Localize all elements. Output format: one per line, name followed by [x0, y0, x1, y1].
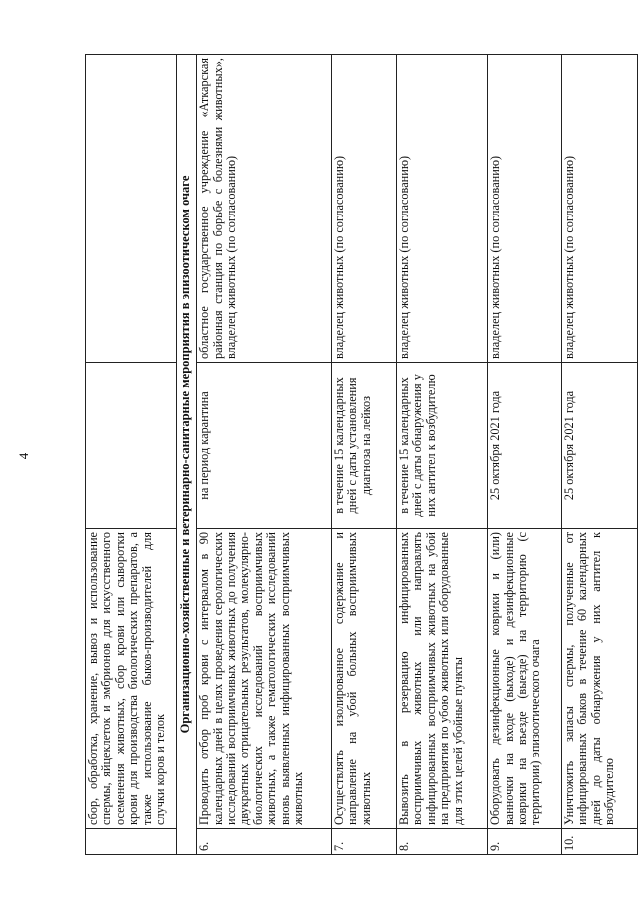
table-row — [197, 55, 332, 855]
row-number: 10. — [561, 829, 637, 855]
rotated-table-container — [85, 55, 638, 855]
row-action: Уничтожить запасы спермы, полученные от инфицированных быков в течение 60 календарных дней до даты обнаружения у них антител к возбудителю — [561, 529, 637, 829]
row-term — [86, 363, 177, 529]
table-row — [396, 55, 487, 855]
row-term: в течение 15 календарных дней с даты установления диагноза на лейкоз — [331, 363, 396, 529]
page-number: 4 — [16, 452, 31, 460]
section-header-row — [177, 55, 197, 855]
row-responsible: областное государственное учреждение «Аткарская районная станция по борьбе с болезнями животных», владелец животных (по согласованию) — [197, 55, 332, 363]
row-number — [86, 829, 177, 855]
row-number: 7. — [331, 829, 396, 855]
measures-table — [85, 54, 638, 855]
row-responsible: владелец животных (по согласованию) — [488, 55, 562, 363]
table-row — [561, 55, 637, 855]
row-term: 25 октября 2021 года — [488, 363, 562, 529]
table-row — [488, 55, 562, 855]
row-responsible: владелец животных (по согласованию) — [396, 55, 487, 363]
row-action: Проводить отбор проб крови с интервалом в 90 календарных дней в целях проведения серологических исследований восприимчивых животных до получения двукратных отрицательных результатов, молекулярно-биологических исследований восприимчивых животных, а также гематологических исследований вновь выявленных инфицированных восприимчивых животных — [197, 529, 332, 829]
row-action: сбор, обработка, хранение, вывоз и использование спермы, яйцеклеток и эмбрионов для искусственного осеменения животных, сбор крови или сыворотки крови для производства биологических препаратов, а также использование быков-производителей для случки коров и телок — [86, 529, 177, 829]
table-row — [86, 55, 177, 855]
row-term: в течение 15 календарных дней с даты обнаружения у них антител к возбудителю — [396, 363, 487, 529]
row-number: 8. — [396, 829, 487, 855]
row-action: Вывозить в резервацию инфицированных восприимчивых животных или направлять инфицированных восприимчивых животных на убой на предприятия по убою животных или оборудованные для этих целей убойные пункты — [396, 529, 487, 829]
row-action: Оборудовать дезинфекционные коврики и (или) ванночки на входе (выходе) и дезинфекционные коврики на въезде (выезде) на территорию (с территории) эпизоотического очага — [488, 529, 562, 829]
row-number: 6. — [197, 829, 332, 855]
row-number: 9. — [488, 829, 562, 855]
table-row — [331, 55, 396, 855]
row-responsible: владелец животных (по согласованию) — [561, 55, 637, 363]
row-term: на период карантина — [197, 363, 332, 529]
row-term: 25 октября 2021 года — [561, 363, 637, 529]
row-action: Осуществлять изолированное содержание и направление на убой больных восприимчивых животных — [331, 529, 396, 829]
row-responsible: владелец животных (по согласованию) — [331, 55, 396, 363]
row-responsible — [86, 55, 177, 363]
section-title: Организационно-хозяйственные и ветеринарно-санитарные мероприятия в эпизоотическом очаге — [177, 55, 197, 855]
